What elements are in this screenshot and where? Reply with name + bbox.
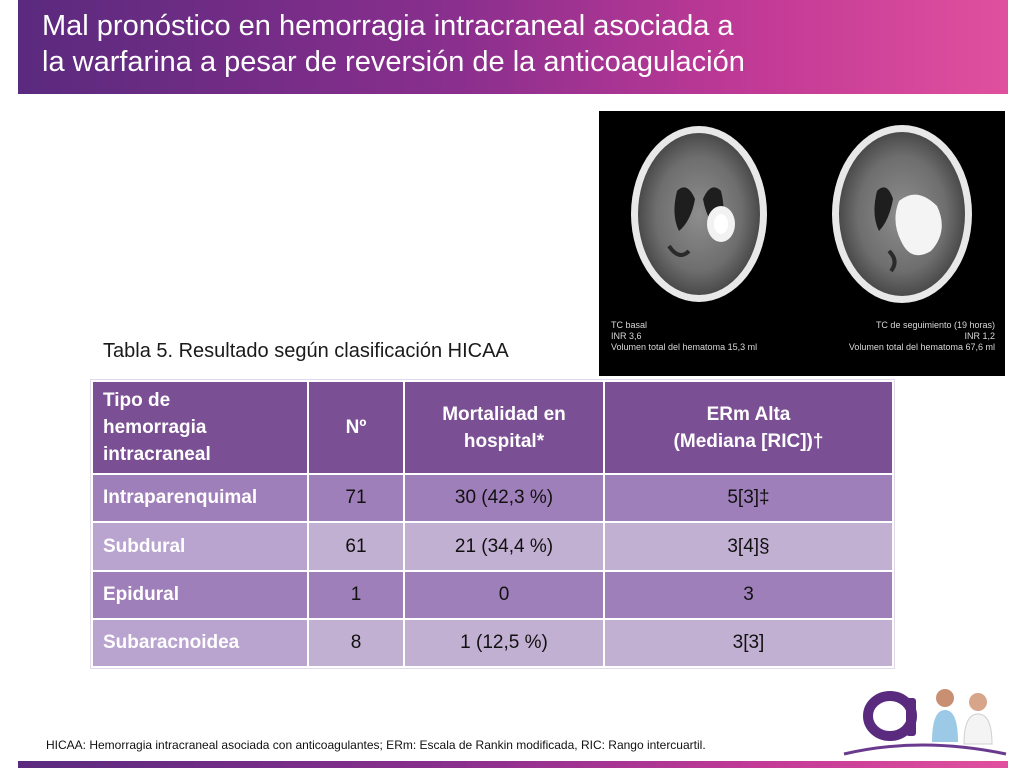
row-n: 71 <box>308 474 404 522</box>
logo-icon <box>840 684 1008 758</box>
row-mortalidad: 0 <box>404 571 604 619</box>
ct-followup-label: TC de seguimiento (19 horas) <box>875 320 995 330</box>
row-mortalidad: 1 (12,5 %) <box>404 619 604 667</box>
row-erm: 5[3]‡ <box>604 474 893 522</box>
row-mortalidad: 21 (34,4 %) <box>404 522 604 571</box>
row-n: 61 <box>308 522 404 571</box>
header-mortalidad: Mortalidad en hospital* <box>404 381 604 474</box>
table-row <box>92 474 893 522</box>
table-caption: Tabla 5. Resultado según clasificación HICAA <box>103 340 509 362</box>
row-tipo: Intraparenquimal <box>92 474 308 522</box>
ct-followup-volume: Volumen total del hematoma 67,6 ml <box>848 342 995 352</box>
brain-scans-illustration <box>599 111 1005 316</box>
row-erm: 3 <box>604 571 893 619</box>
row-n: 8 <box>308 619 404 667</box>
ct-scan-image <box>599 111 1005 376</box>
ct-followup-caption <box>849 320 995 353</box>
header-n: Nº <box>308 381 404 474</box>
ct-baseline-caption <box>611 320 757 353</box>
ct-followup-inr: INR 1,2 <box>964 331 995 341</box>
brand-logo <box>840 684 1008 758</box>
results-table <box>91 380 894 668</box>
ct-baseline-label: TC basal <box>611 320 648 330</box>
row-tipo: Epidural <box>92 571 308 619</box>
row-tipo: Subaracnoidea <box>92 619 308 667</box>
title-line-2: la warfarina a pesar de reversión de la anticoagulación <box>42 46 745 78</box>
ct-baseline-volume: Volumen total del hematoma 15,3 ml <box>611 342 758 352</box>
bottom-bar <box>18 761 1008 768</box>
row-erm: 3[3] <box>604 619 893 667</box>
title-line-1: Mal pronóstico en hemorragia intracraneal asociada a <box>42 10 734 42</box>
footnote: HICAA: Hemorragia intracraneal asociada con anticoagulantes; ERm: Escala de Rankin modificada, RIC: Rango intercuartil. <box>46 738 706 752</box>
row-mortalidad: 30 (42,3 %) <box>404 474 604 522</box>
ct-baseline-inr: INR 3,6 <box>611 331 642 341</box>
slide-title <box>42 8 982 80</box>
ct-baseline-scan <box>631 126 767 302</box>
table-row <box>92 619 893 667</box>
table-row <box>92 522 893 571</box>
ct-followup-scan <box>832 125 972 303</box>
row-tipo: Subdural <box>92 522 308 571</box>
row-n: 1 <box>308 571 404 619</box>
table-row <box>92 571 893 619</box>
row-erm: 3[4]§ <box>604 522 893 571</box>
header-erm: ERm Alta (Mediana [RIC])† <box>604 381 893 474</box>
header-tipo: Tipo de hemorragia intracraneal <box>92 381 308 474</box>
